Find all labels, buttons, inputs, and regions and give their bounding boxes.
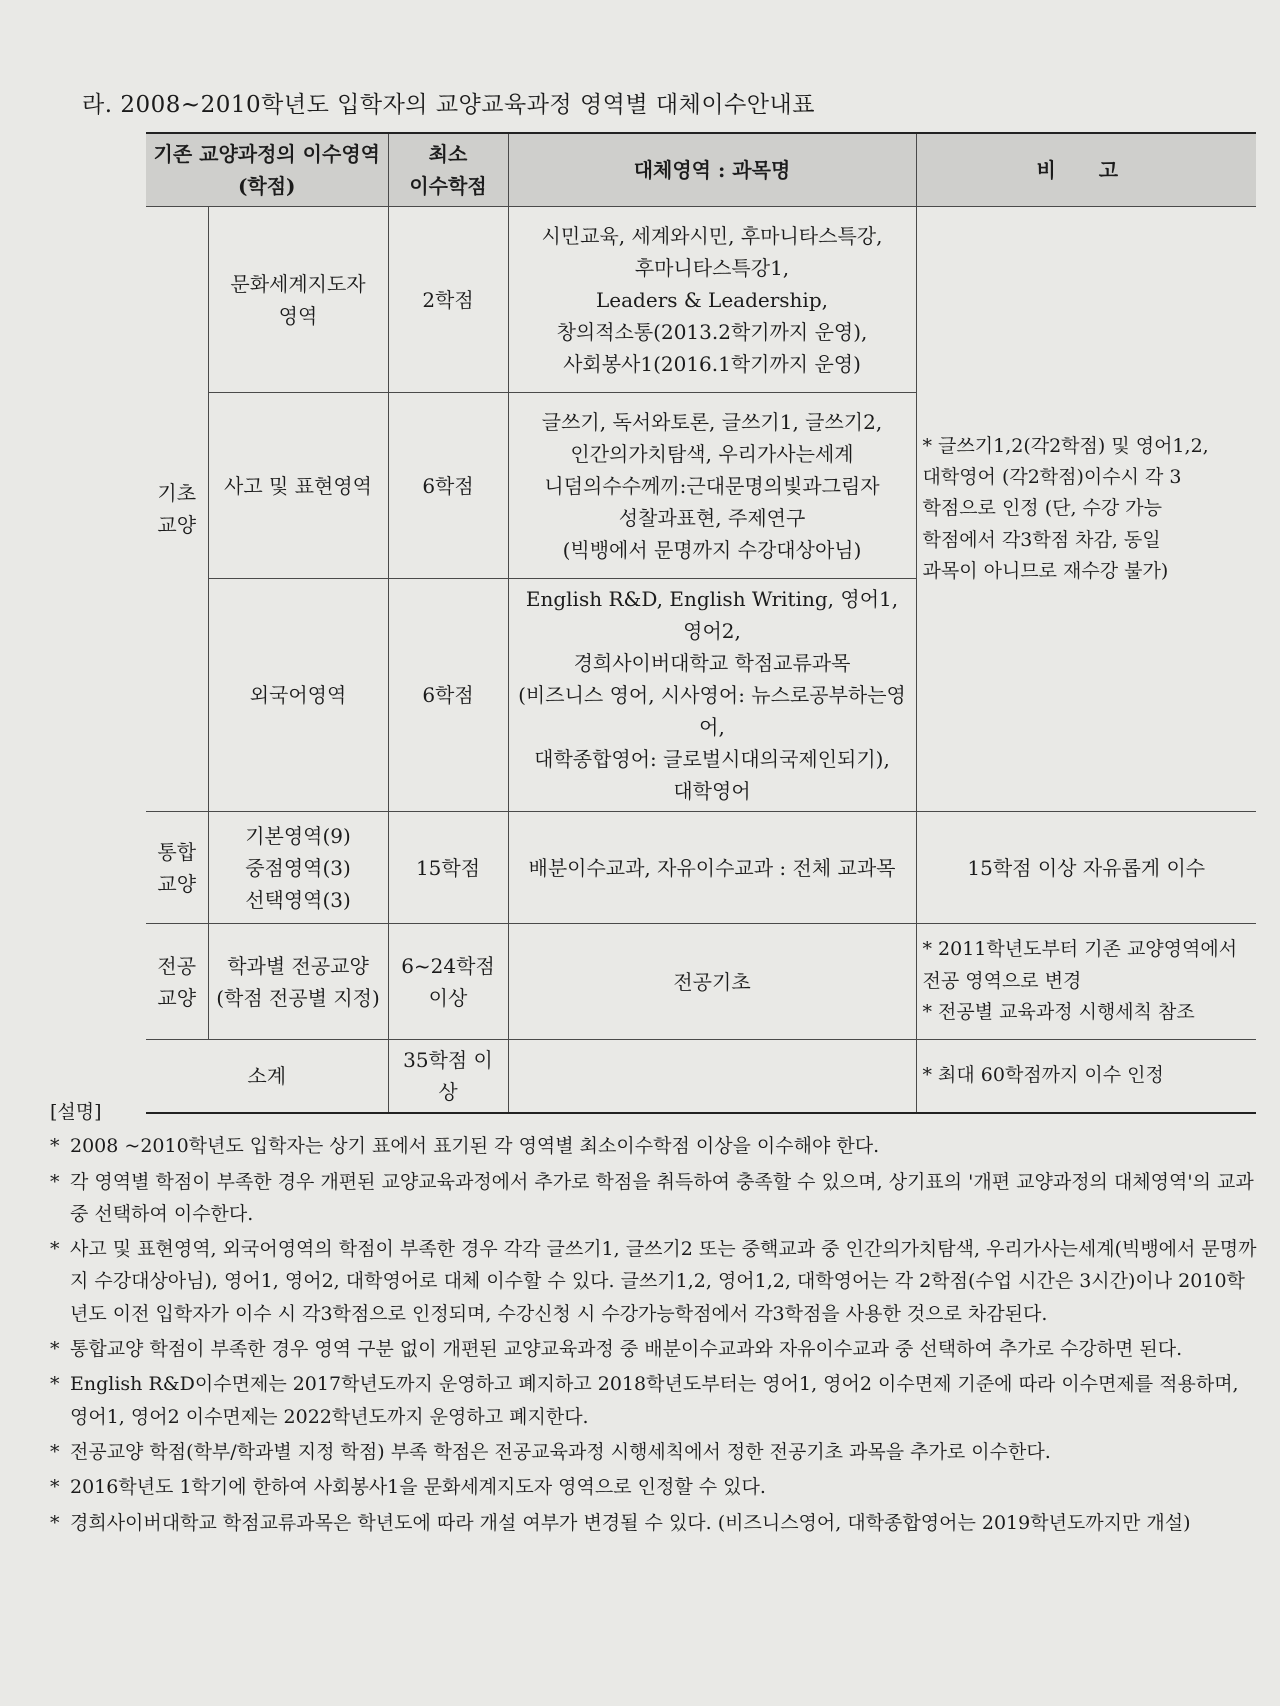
total-credits: 35학점 이상 (388, 1040, 508, 1114)
courses-culture: 시민교육, 세계와시민, 후마니타스특강, 후마니타스특강1, Leaders & Leadership, 창의적소통(2013.2학기까지 운영), 사회봉사1(2016.1학기까지 운영) (508, 207, 916, 393)
courses-integrated: 배분이수교과, 자유이수교과 : 전체 교과목 (508, 812, 916, 924)
list-item: * 경희사이버대학교 학점교류과목은 학년도에 따라 개설 여부가 변경될 수 있다. (비즈니스영어, 대학종합영어는 2019학년도까지만 개설) (50, 1511, 1191, 1534)
list-item: * 통합교양 학점이 부족한 경우 영역 구분 없이 개편된 교양교육과정 중 배분이수교과와 자유이수교과 중 선택하여 추가로 수강하면 된다. (50, 1338, 1183, 1361)
credits-culture: 2학점 (388, 207, 508, 393)
remark-integrated: 15학점 이상 자유롭게 이수 (916, 812, 1256, 924)
table-row (146, 924, 1256, 1040)
courses-foreign: English R&D, English Writing, 영어1, 영어2, 경희사이버대학교 학점교류과목 (비즈니스 영어, 시사영어: 뉴스로공부하는영어, 대학종합영어: 글로벌시대의국제인되기), 대학영어 (508, 579, 916, 812)
header-substitute: 대체영역 : 과목명 (508, 133, 916, 207)
credits-foreign: 6학점 (388, 579, 508, 812)
list-item: * 각 영역별 학점이 부족한 경우 개편된 교양교육과정에서 추가로 학점을 취득하여 충족할 수 있으며, 상기표의 '개편 교양과정의 대체영역'의 교과 중 선택하여 이수한다. (50, 1170, 1254, 1225)
list-item: * 전공교양 학점(학부/학과별 지정 학점) 부족 학점은 전공교육과정 시행세칙에서 정한 전공기초 과목을 추가로 이수한다. (50, 1440, 1051, 1463)
area-culture: 문화세계지도자 영역 (208, 207, 388, 393)
area-major: 학과별 전공교양 (학점 전공별 지정) (208, 924, 388, 1040)
substitution-table (146, 132, 1256, 1114)
group-major: 전공 교양 (146, 924, 208, 1040)
remark-basic: * 글쓰기1,2(각2학점) 및 영어1,2, 대학영어 (각2학점)이수시 각 3 학점으로 인정 (단, 수강 가능 학점에서 각3학점 차감, 동일 과목이 아니므로 재수강 불가) (916, 207, 1256, 812)
table-header-row (146, 133, 1256, 207)
page-title: 라. 2008~2010학년도 입학자의 교양교육과정 영역별 대체이수안내표 (82, 92, 815, 118)
area-integrated: 기본영역(9) 중점영역(3) 선택영역(3) (208, 812, 388, 924)
header-min-credits: 최소 이수학점 (388, 133, 508, 207)
credits-integrated: 15학점 (388, 812, 508, 924)
list-item: * English R&D이수면제는 2017학년도까지 운영하고 폐지하고 2018학년도부터는 영어1, 영어2 이수면제 기준에 따라 이수면제를 적용하며, 영어1, 영어2 이수면제는 2022학년도까지 운영하고 폐지한다. (50, 1373, 1239, 1428)
table-row (146, 812, 1256, 924)
group-integrated: 통합 교양 (146, 812, 208, 924)
credits-major: 6~24학점 이상 (388, 924, 508, 1040)
courses-thinking: 글쓰기, 독서와토론, 글쓰기1, 글쓰기2, 인간의가치탐색, 우리가사는세계 니덤의수수께끼:근대문명의빛과그림자 성찰과표현, 주제연구 (빅뱅에서 문명까지 수강대상아님) (508, 393, 916, 579)
credits-thinking: 6학점 (388, 393, 508, 579)
explanation-heading: [설명] (50, 1101, 102, 1123)
list-item: * 2008 ~2010학년도 입학자는 상기 표에서 표기된 각 영역별 최소이수학점 이상을 이수해야 한다. (50, 1135, 880, 1158)
explanation-section (50, 1096, 1260, 1542)
list-item: * 2016학년도 1학기에 한하여 사회봉사1을 문화세계지도자 영역으로 인정할 수 있다. (50, 1476, 766, 1499)
table-row (146, 207, 1256, 393)
header-remarks: 비 고 (916, 133, 1256, 207)
list-item: * 사고 및 표현영역, 외국어영역의 학점이 부족한 경우 각각 글쓰기1, 글쓰기2 또는 중핵교과 중 인간의가치탐색, 우리가사는세계(빅뱅에서 문명까지 수강대상아님), 영어1, 영어2, 대학영어로 대체 이수할 수 있다. 글쓰기1,2, 영어1,2, 대학영어는 각 2학점(수업 시간은 3시간)이나 2010학년도 이전 입학자가 이수 시 각3학점으로 인정되며, 수강신청 시 수강가능학점에서 각3학점을 사용한 것으로 차감된다. (50, 1238, 1257, 1325)
group-basic: 기초 교양 (146, 207, 208, 812)
explanation-list (50, 1130, 1260, 1539)
area-thinking: 사고 및 표현영역 (208, 393, 388, 579)
courses-major: 전공기초 (508, 924, 916, 1040)
remark-major: * 2011학년도부터 기존 교양영역에서 전공 영역으로 변경 * 전공별 교육과정 시행세칙 참조 (916, 924, 1256, 1040)
area-foreign: 외국어영역 (208, 579, 388, 812)
total-remark: * 최대 60학점까지 이수 인정 (916, 1040, 1256, 1114)
total-label: 소계 (146, 1040, 388, 1114)
header-area: 기존 교양과정의 이수영역 (학점) (146, 133, 388, 207)
